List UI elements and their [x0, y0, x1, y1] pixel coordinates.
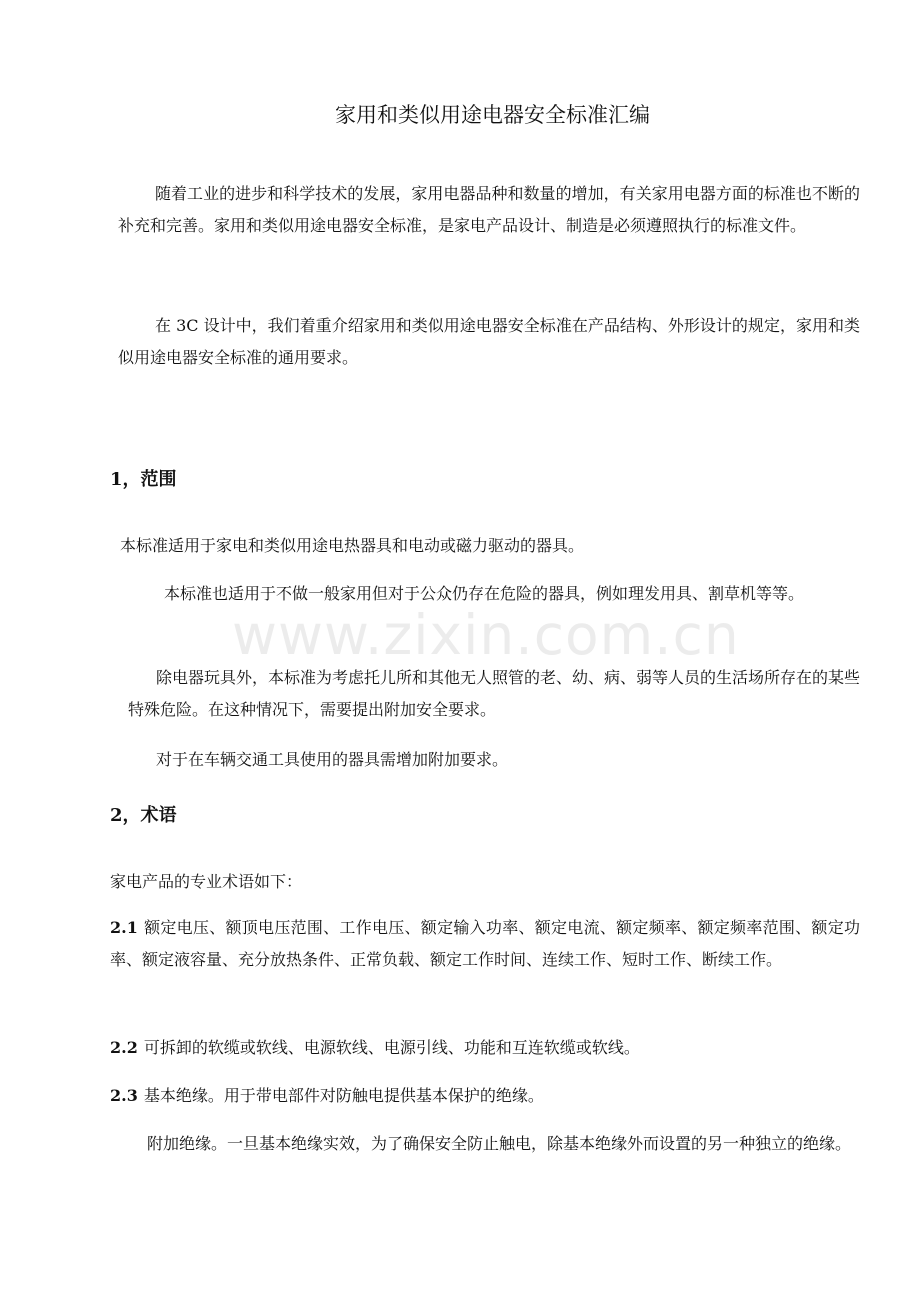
section-1-paragraph-2: 本标准也适用于不做一般家用但对于公众仍存在危险的器具，例如理发用具、割草机等等。: [164, 584, 805, 603]
intro-paragraph-1: 随着工业的进步和科学技术的发展，家用电器品种和数量的增加，有关家用电器方面的标准也不断的补充和完善。家用和类似用途电器安全标准，是家电产品设计、制造是必须遵照执行的标准文件。: [118, 184, 860, 235]
term-item-2-1: [110, 912, 860, 976]
term-text: 额定电压、额顶电压范围、工作电压、额定输入功率、额定电流、额定频率、额定频率范围、额定功率、额定液容量、充分放热条件、正常负载、额定工作时间、连续工作、短时工作、断续工作。: [110, 918, 860, 969]
watermark: www.zixin.com.cn: [232, 603, 740, 667]
term-text: 可拆卸的软缆或软线、电源软线、电源引线、功能和互连软缆或软线。: [143, 1038, 640, 1057]
term-extra-paragraph: 附加绝缘。一旦基本绝缘实效，为了确保安全防止触电，除基本绝缘外而设置的另一种独立的绝缘。: [147, 1134, 852, 1153]
term-item-2-2: [110, 1032, 860, 1064]
section-1-paragraph-3: 除电器玩具外，本标准为考虑托儿所和其他无人照管的老、幼、病、弱等人员的生活场所存在的某些特殊危险。在这种情况下，需要提出附加安全要求。: [128, 668, 861, 719]
term-number: 2.1: [110, 918, 138, 937]
document-title: 家用和类似用途电器安全标准汇编: [335, 103, 650, 127]
term-number: 2.3: [110, 1086, 138, 1105]
section-2-intro: 家电产品的专业术语如下：: [110, 872, 303, 891]
term-item-2-3: [110, 1080, 860, 1112]
section-1-paragraph-4: 对于在车辆交通工具使用的器具需增加附加要求。: [156, 750, 509, 769]
section-2-heading: 2，术语: [110, 805, 177, 826]
intro-paragraph-2: 在 3C 设计中，我们着重介绍家用和类似用途电器安全标准在产品结构、外形设计的规定，家用和类似用途电器安全标准的通用要求。: [118, 316, 860, 367]
term-number: 2.2: [110, 1038, 138, 1057]
section-1-heading: 1，范围: [110, 469, 177, 490]
term-text: 基本绝缘。用于带电部件对防触电提供基本保护的绝缘。: [143, 1086, 544, 1105]
section-1-paragraph-1: 本标准适用于家电和类似用途电热器具和电动或磁力驱动的器具。: [120, 536, 585, 555]
